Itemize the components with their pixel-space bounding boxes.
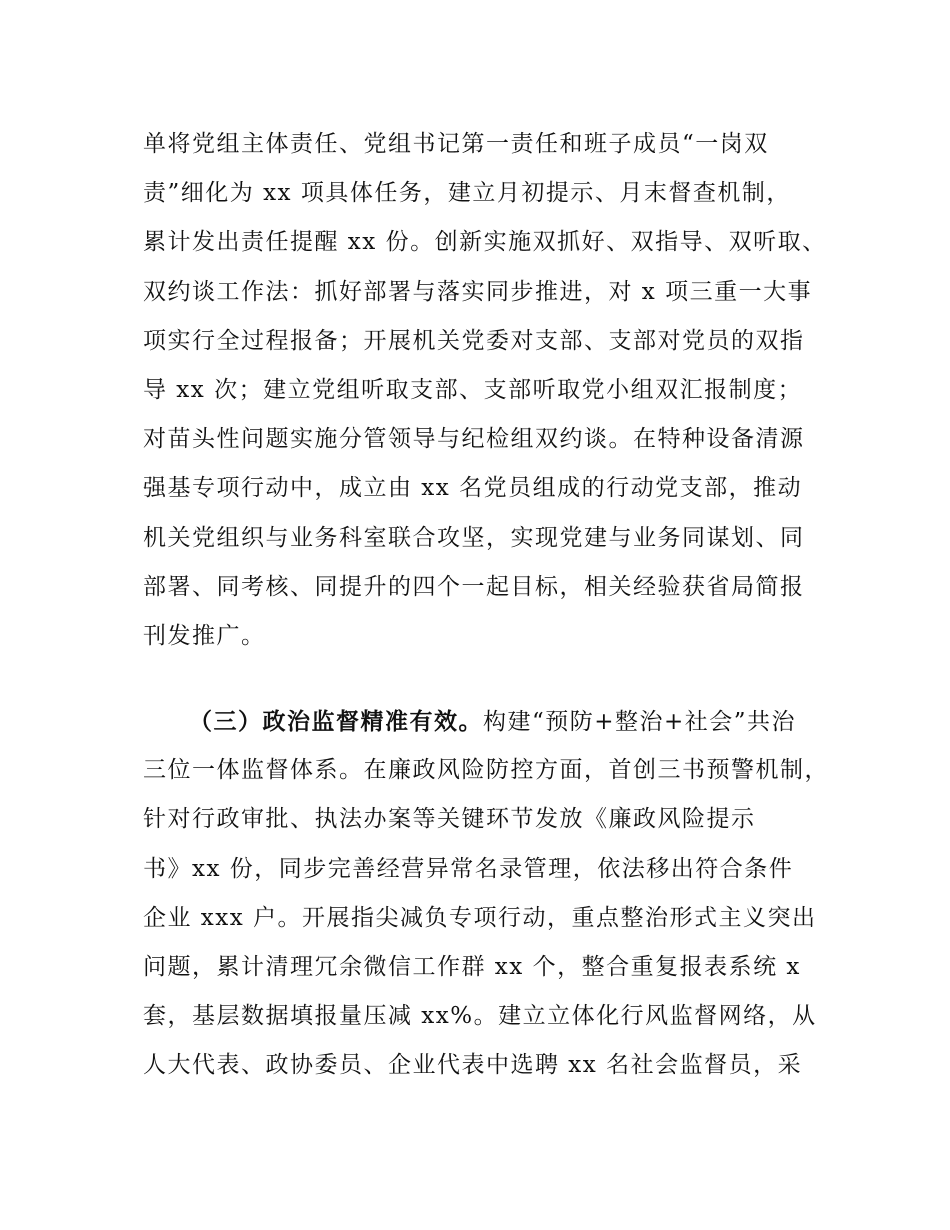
text-line: 人大代表、政协委员、企业代表中选聘 xx 名社会监督员，采 bbox=[143, 1052, 803, 1079]
text-line: 对苗头性问题实施分管领导与纪检组双约谈。在特种设备清源 bbox=[143, 426, 805, 453]
text-line: 双约谈工作法：抓好部署与落实同步推进，对 x 项三重一大事 bbox=[143, 278, 813, 305]
text-line: 刊发推广。 bbox=[143, 622, 266, 649]
text-line: 项实行全过程报备；开展机关党委对支部、支部对党员的双指 bbox=[143, 327, 805, 354]
section-heading: （三）政治监督精准有效。 bbox=[189, 708, 483, 736]
text-line: 针对行政审批、执法办案等关键环节发放《廉政风险提示 bbox=[143, 806, 756, 833]
heading-continuation: 构建“预防+整治+社会”共治 bbox=[483, 709, 797, 736]
text-line: 企业 xxx 户。开展指尖减负专项行动，重点整治形式主义突出 bbox=[143, 904, 817, 931]
paragraph-spacer bbox=[143, 661, 833, 697]
text-line: 责”细化为 xx 项具体任务，建立月初提示、月末督查机制， bbox=[143, 180, 791, 207]
text-line: 导 xx 次；建立党组听取支部、支部听取党小组双汇报制度； bbox=[143, 376, 803, 403]
text-line: 书》xx 份，同步完善经营异常名录管理，依法移出符合条件 bbox=[143, 855, 794, 882]
text-line: 机关党组织与业务科室联合攻坚，实现党建与业务同谋划、同 bbox=[143, 524, 805, 551]
text-line: 问题，累计清理冗余微信工作群 xx 个，整合重复报表系统 x bbox=[143, 954, 801, 980]
text-line-first bbox=[143, 697, 833, 746]
text-line: 三位一体监督体系。在廉政风险防控方面，首创三书预警机制， bbox=[143, 757, 829, 784]
text-line: 套，基层数据填报量压减 xx%。建立立体化行风监督网络，从 bbox=[143, 1003, 817, 1030]
paragraph-political-supervision bbox=[143, 697, 833, 1091]
text-line: 累计发出责任提醒 xx 份。创新实施双抓好、双指导、双听取、 bbox=[143, 229, 827, 256]
document-body bbox=[143, 120, 833, 1091]
text-line: 部署、同考核、同提升的四个一起目标，相关经验获省局简报 bbox=[143, 573, 805, 600]
text-line: 单将党组主体责任、党组书记第一责任和班子成员“一岗双 bbox=[143, 131, 769, 157]
paragraph-responsibility bbox=[143, 120, 833, 661]
text-line: 强基专项行动中，成立由 xx 名党员组成的行动党支部，推动 bbox=[143, 475, 803, 502]
